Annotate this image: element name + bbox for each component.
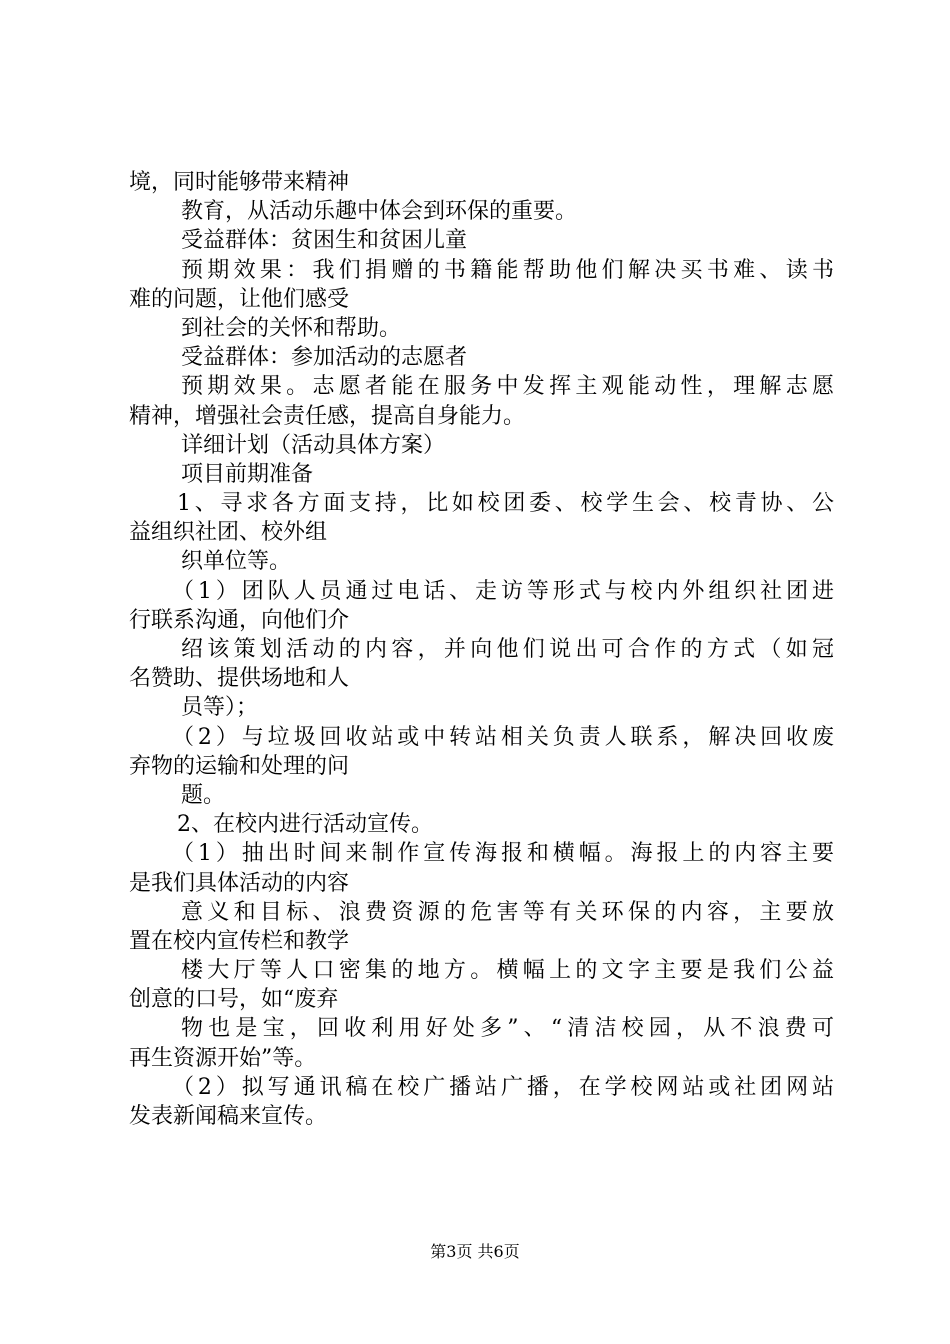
text-line: 难的问题，让他们感受 bbox=[129, 286, 350, 312]
text-line: 名赞助、提供场地和人 bbox=[129, 666, 350, 692]
text-line: （1）团队人员通过电话、走访等形式与校内外组织社团进 bbox=[172, 578, 834, 604]
text-line: 置在校内宣传栏和教学 bbox=[129, 928, 350, 954]
text-line: 到社会的关怀和帮助。 bbox=[181, 315, 402, 341]
text-line: 预期效果。志愿者能在服务中发挥主观能动性，理解志愿 bbox=[181, 374, 834, 400]
text-line: （2）拟写通讯稿在校广播站广播，在学校网站或社团网站 bbox=[172, 1074, 834, 1100]
text-line: 教育，从活动乐趣中体会到环保的重要。 bbox=[181, 199, 578, 225]
text-line: 再生资源开始”等。 bbox=[129, 1045, 317, 1071]
text-line: （2）与垃圾回收站或中转站相关负责人联系，解决回收废 bbox=[172, 724, 834, 750]
text-line: 2、在校内进行活动宣传。 bbox=[177, 812, 433, 838]
text-line: 是我们具体活动的内容 bbox=[129, 870, 350, 896]
text-line: 精神，增强社会责任感，提高自身能力。 bbox=[129, 403, 526, 429]
text-line: 境，同时能够带来精神 bbox=[129, 170, 350, 195]
text-line: 员等）； bbox=[181, 695, 259, 721]
text-line: 预期效果：我们捐赠的书籍能帮助他们解决买书难、读书 bbox=[181, 257, 834, 283]
text-line: 意义和目标、浪费资源的危害等有关环保的内容，主要放 bbox=[181, 899, 834, 925]
text-line: 受益群体：贫困生和贫困儿童 bbox=[181, 228, 468, 254]
text-line: 题。 bbox=[181, 782, 226, 808]
text-line: 益组织社团、校外组 bbox=[129, 520, 328, 546]
text-line: 织单位等。 bbox=[181, 549, 292, 575]
text-line: 创意的口号，如“废弃 bbox=[129, 987, 339, 1013]
text-line: 受益群体：参加活动的志愿者 bbox=[181, 345, 468, 371]
text-line: （1）抽出时间来制作宣传海报和横幅。海报上的内容主要 bbox=[172, 841, 834, 867]
text-line: 弃物的运输和处理的问 bbox=[129, 753, 350, 779]
text-line: 楼大厅等人口密集的地方。横幅上的文字主要是我们公益 bbox=[181, 958, 834, 984]
text-line: 1、寻求各方面支持，比如校团委、校学生会、校青协、公 bbox=[177, 491, 834, 517]
text-line: 行联系沟通，向他们介 bbox=[129, 607, 350, 633]
page-number: 第3页 共6页 bbox=[430, 1242, 520, 1261]
text-line: 绍该策划活动的内容，并向他们说出可合作的方式（如冠 bbox=[181, 637, 834, 662]
document-body bbox=[129, 168, 834, 1131]
text-line: 物也是宝，回收利用好处多”、“清洁校园，从不浪费可 bbox=[181, 1016, 834, 1042]
text-line: 详细计划（活动具体方案） bbox=[181, 432, 446, 458]
page-footer bbox=[0, 1242, 950, 1262]
text-line: 项目前期准备 bbox=[181, 461, 314, 487]
text-line: 发表新闻稿来宣传。 bbox=[129, 1104, 328, 1129]
